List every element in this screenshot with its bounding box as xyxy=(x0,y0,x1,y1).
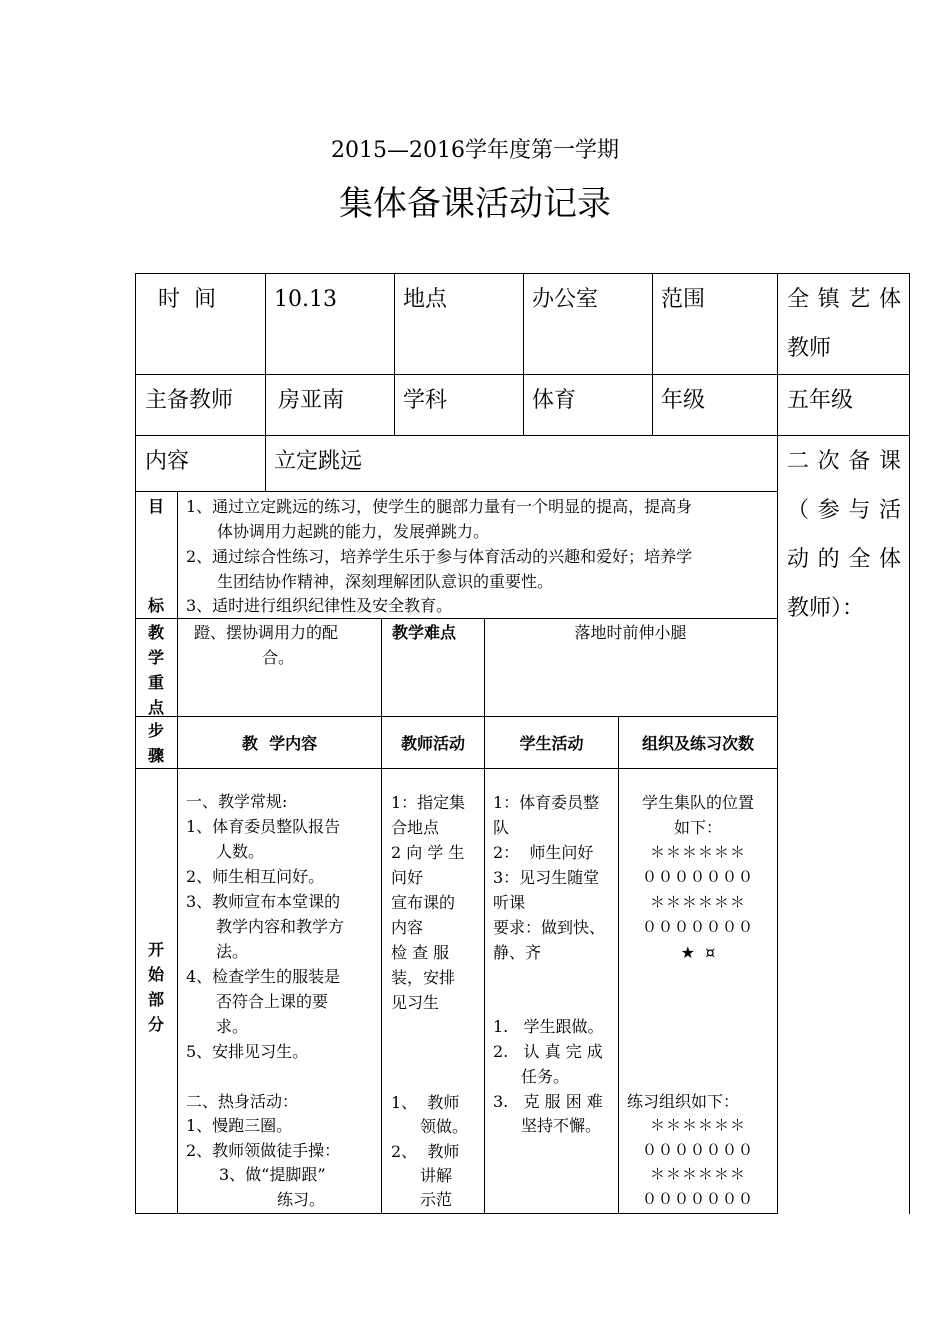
opening-teacher-line: 检 查 服 xyxy=(391,943,450,962)
opening-content-line: 法。 xyxy=(216,942,249,961)
opening-content-line: 5、安排见习生。 xyxy=(186,1042,309,1061)
second-prep-line4: 教师）： xyxy=(787,596,865,621)
opening-student-line: 1. 学生跟做。 xyxy=(493,1017,604,1036)
opening-teacher-line: 2 向 学 生 xyxy=(391,843,465,862)
opening-label-2: 始 xyxy=(147,965,164,984)
grade-label: 年级 xyxy=(661,388,706,413)
opening-student-line: 要求：做到快、 xyxy=(493,918,606,937)
goal-line-2: 体协调用力起跳的能力，发展弹跳力。 xyxy=(217,522,490,541)
opening-student-line: 1：体育委员整 xyxy=(493,793,600,812)
key-points-label-4: 点 xyxy=(147,698,164,717)
lead-teacher-label: 主备教师 xyxy=(145,388,234,413)
opening-teacher-line: 示范 xyxy=(420,1190,453,1209)
second-prep-line3: 动的全体 xyxy=(787,547,901,572)
formation-caption: 如下： xyxy=(673,818,722,837)
opening-content-line: 否符合上课的要 xyxy=(216,992,329,1011)
goals-label-top: 目 xyxy=(147,497,164,516)
opening-content-line: 1、慢跑三圈。 xyxy=(186,1116,293,1135)
scope-value-line2: 教师 xyxy=(787,336,832,361)
key-points-label-2: 学 xyxy=(147,648,164,667)
opening-student-line: 听课 xyxy=(493,893,526,912)
teacher-star-icon: ★ ¤ xyxy=(680,943,716,962)
grade-value: 五年级 xyxy=(787,388,854,413)
goal-line-3: 2、通过综合性练习，培养学生乐于参与体育活动的兴趣和爱好；培养学 xyxy=(186,547,693,566)
header-organization: 组织及练习次数 xyxy=(641,734,754,753)
opening-content-line: 人数。 xyxy=(216,842,265,861)
opening-content-line: 4、检查学生的服装是 xyxy=(186,967,341,986)
opening-content-line: 二、热身活动： xyxy=(186,1092,299,1111)
opening-student-line: 任务。 xyxy=(521,1067,570,1086)
difficulty-text: 落地时前伸小腿 xyxy=(574,623,687,642)
opening-content-line: 3、教师宣布本堂课的 xyxy=(186,892,341,911)
practice-caption: 练习组织如下： xyxy=(627,1092,740,1111)
term-heading: 2015—2016学年度第一学期 xyxy=(331,138,619,163)
opening-label-3: 部 xyxy=(147,990,164,1009)
header-teacher-activity: 教师活动 xyxy=(400,734,465,753)
formation-row: ＊＊＊＊＊＊ xyxy=(649,843,746,861)
opening-content-line: 1、体育委员整队报告 xyxy=(186,817,341,836)
scope-value-line1: 全镇艺体 xyxy=(787,287,901,312)
lead-teacher-value: 房亚南 xyxy=(278,388,345,413)
opening-teacher-line: 见习生 xyxy=(391,993,440,1012)
opening-content-line: 3、做“提脚跟” xyxy=(219,1165,326,1184)
opening-student-line: 坚持不懈。 xyxy=(521,1116,602,1135)
practice-row: ０００００００ xyxy=(641,1190,754,1208)
key-points-label-1: 教 xyxy=(147,623,164,642)
opening-teacher-line: 内容 xyxy=(391,918,424,937)
opening-student-line: 2. 认 真 完 成 xyxy=(493,1042,603,1061)
subject-label: 学科 xyxy=(403,388,448,413)
header-content: 教 学内容 xyxy=(241,734,318,753)
formation-caption: 学生集队的位置 xyxy=(641,793,754,812)
place-label: 地点 xyxy=(403,287,448,312)
opening-student-line: 3：见习生随堂 xyxy=(493,868,600,887)
opening-content-line: 练习。 xyxy=(277,1190,326,1209)
goals-label-bottom: 标 xyxy=(147,596,164,615)
goal-line-4: 生团结协作精神，深刻理解团队意识的重要性。 xyxy=(217,572,554,591)
practice-row: ＊＊＊＊＊＊ xyxy=(649,1165,746,1183)
opening-content-line: 一、教学常规: xyxy=(186,792,288,811)
opening-teacher-line: 2、 教师 xyxy=(391,1142,460,1161)
opening-content-line: 教学内容和教学方 xyxy=(216,917,345,936)
opening-teacher-line: 领做。 xyxy=(420,1117,469,1136)
content-value: 立定跳远 xyxy=(274,449,363,474)
steps-label-1: 步 xyxy=(147,721,164,740)
opening-teacher-line: 装，安排 xyxy=(391,968,456,987)
opening-student-line: 2： 师生问好 xyxy=(493,843,594,862)
content-label: 内容 xyxy=(145,449,190,474)
opening-student-line: 静、齐 xyxy=(493,943,542,962)
formation-row: ０００００００ xyxy=(641,918,754,936)
opening-teacher-line: 合地点 xyxy=(391,818,440,837)
opening-label-4: 分 xyxy=(147,1015,164,1034)
opening-label-1: 开 xyxy=(147,940,164,959)
practice-row: ０００００００ xyxy=(641,1141,754,1159)
formation-row: ０００００００ xyxy=(641,868,754,886)
steps-label-2: 骤 xyxy=(147,746,164,765)
key-points-text-2: 合。 xyxy=(262,648,295,667)
opening-student-line: 3. 克 服 困 难 xyxy=(493,1092,603,1111)
practice-row: ＊＊＊＊＊＊ xyxy=(649,1116,746,1134)
goal-line-1: 1、通过立定跳远的练习，使学生的腿部力量有一个明显的提高，提高身 xyxy=(186,497,693,516)
opening-teacher-line: 讲解 xyxy=(420,1166,453,1185)
document-title: 集体备课活动记录 xyxy=(339,184,611,224)
opening-content-line: 求。 xyxy=(216,1017,249,1036)
header-student-activity: 学生活动 xyxy=(519,734,584,753)
opening-student-line: 队 xyxy=(493,818,510,837)
formation-row: ＊＊＊＊＊＊ xyxy=(649,893,746,911)
key-points-text-1: 蹬、摆协调用力的配 xyxy=(194,623,339,642)
goal-line-5: 3、适时进行组织纪律性及安全教育。 xyxy=(186,596,453,615)
opening-teacher-line: 1：指定集 xyxy=(391,793,466,812)
time-label: 时 间 xyxy=(158,287,216,312)
opening-teacher-line: 问好 xyxy=(391,868,424,887)
second-prep-line2: （参与活 xyxy=(787,498,901,523)
time-value: 10.13 xyxy=(274,287,337,312)
opening-teacher-line: 宣布课的 xyxy=(391,893,456,912)
opening-content-line: 2、教师领做徒手操： xyxy=(186,1141,341,1160)
difficulty-label: 教学难点 xyxy=(392,623,457,642)
place-value: 办公室 xyxy=(532,287,599,312)
key-points-label-3: 重 xyxy=(147,673,164,692)
opening-content-line: 2、师生相互问好。 xyxy=(186,867,325,886)
opening-teacher-line: 1、 教师 xyxy=(391,1093,460,1112)
second-prep-line1: 二次备课 xyxy=(787,449,901,474)
scope-label: 范围 xyxy=(661,287,706,312)
subject-value: 体育 xyxy=(532,388,577,413)
